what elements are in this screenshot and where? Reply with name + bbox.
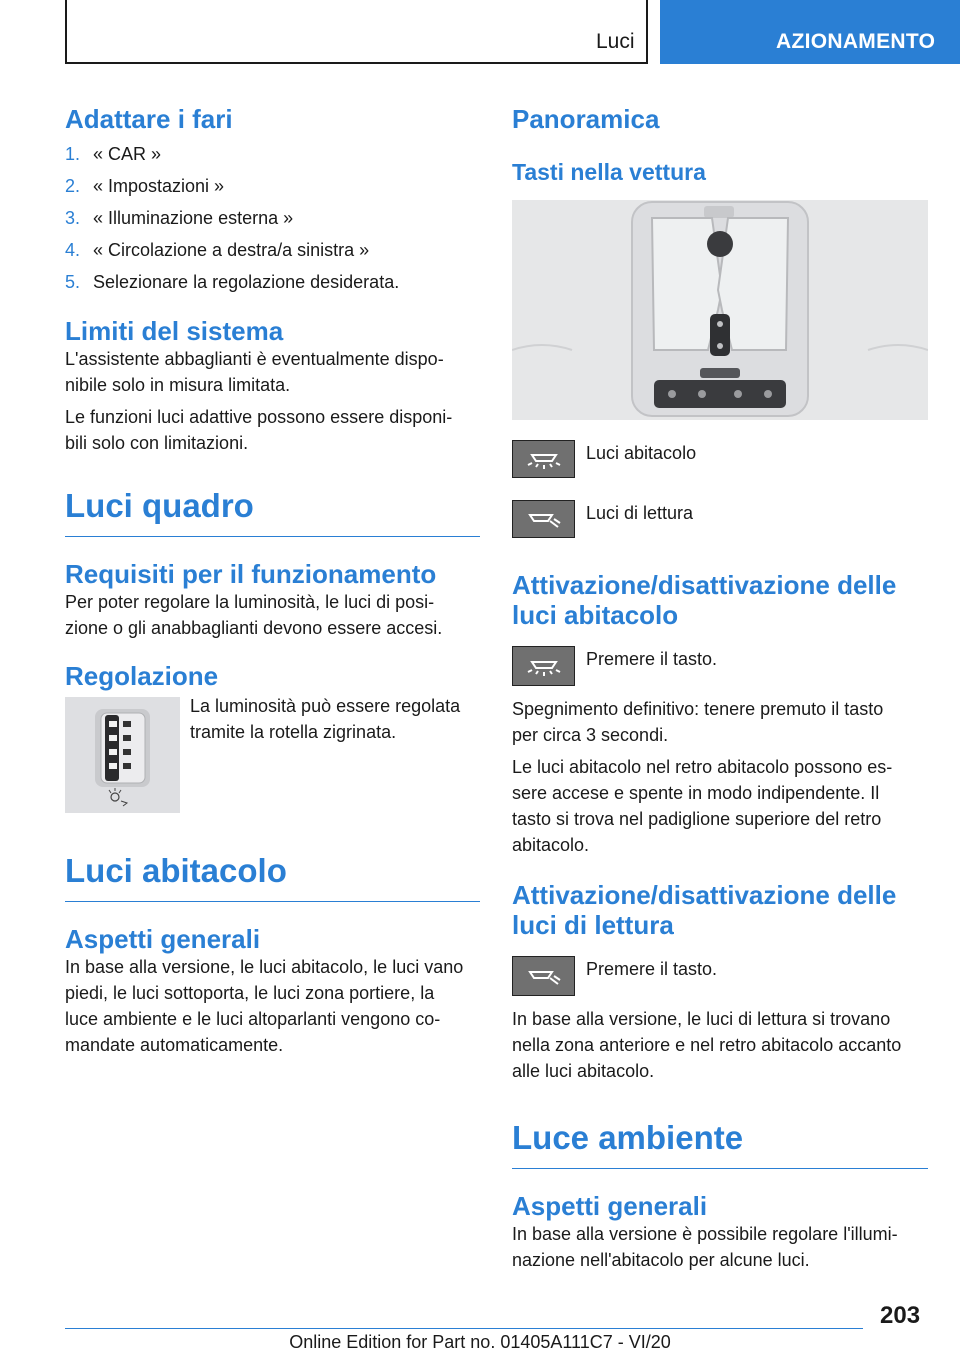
section-title-regolazione: Regolazione bbox=[65, 661, 219, 691]
right-column bbox=[512, 100, 928, 1273]
key-label: Luci di lettura bbox=[586, 503, 694, 523]
reading-light-icon bbox=[512, 500, 575, 538]
key-row-attiv1 bbox=[512, 646, 928, 686]
paragraph: Per poter regolare la luminosità, le luci di posi- zione o gli anabbaglianti devono essere accesi. bbox=[65, 592, 443, 638]
paragraph: Le luci abitacolo nel retro abitacolo possono es- sere accese e spente in modo indipendente. Il tasto si trova nel padiglione superiore del retro abitacolo. bbox=[512, 757, 893, 855]
list-item: 5. Selezionare la regolazione desiderata. bbox=[65, 272, 400, 292]
list-item: 2. « Impostazioni » bbox=[65, 176, 225, 196]
paragraph: In base alla versione è possibile regolare l'illumi- nazione nell'abitacolo per alcune luci. bbox=[512, 1224, 898, 1270]
paragraph: La luminosità può essere regolata tramite la rotella zigrinata. bbox=[190, 696, 461, 742]
header-section-title: Luci bbox=[596, 30, 635, 53]
chapter-title-abitacolo: Luci abitacolo bbox=[65, 851, 480, 902]
instruction: Premere il tasto. bbox=[586, 959, 718, 979]
reading-light-icon bbox=[512, 956, 575, 996]
footer-divider bbox=[65, 1328, 863, 1329]
list-item: 1. « CAR » bbox=[65, 144, 162, 164]
subsection-title-tasti: Tasti nella vettura bbox=[512, 159, 706, 185]
key-row-attiv2 bbox=[512, 956, 928, 996]
section-title-requisiti: Requisiti per il funzionamento bbox=[65, 559, 437, 589]
chapter-title-ambiente: Luce ambiente bbox=[512, 1118, 928, 1169]
left-column bbox=[65, 100, 480, 1058]
paragraph: L'assistente abbaglianti è eventualmente dispo- nibile solo in misura limitata. bbox=[65, 349, 444, 395]
paragraph: Spegnimento definitivo: tenere premuto il tasto per circa 3 secondi. bbox=[512, 699, 884, 745]
interior-light-icon bbox=[512, 440, 575, 478]
section-title-attiv-abitacolo: Attivazione/disattivazione delle luci abitacolo bbox=[512, 570, 897, 630]
list-item: 4. « Circolazione a destra/a sinistra » bbox=[65, 240, 370, 260]
key-row-interior bbox=[512, 440, 928, 478]
section-title-aspetti-ambiente: Aspetti generali bbox=[512, 1191, 708, 1221]
chapter-title-quadro: Luci quadro bbox=[65, 486, 480, 537]
interior-light-icon bbox=[512, 646, 575, 686]
header-chapter-tab: AZIONAMENTO bbox=[660, 0, 960, 64]
key-label: Luci abitacolo bbox=[586, 443, 697, 463]
dimmer-wheel-icon bbox=[65, 697, 180, 813]
section-title-aspetti: Aspetti generali bbox=[65, 924, 261, 954]
list-item: 3. « Illuminazione esterna » bbox=[65, 208, 294, 228]
paragraph: In base alla versione, le luci abitacolo, le luci vano piedi, le luci sottoporta, le luci zona portiere, la luce ambiente e le luci altoparlanti vengono co- mandate automaticamente. bbox=[65, 957, 464, 1055]
paragraph: In base alla versione, le luci di lettura si trovano nella zona anteriore e nel retro abitacolo accanto alle luci abitacolo. bbox=[512, 1009, 902, 1081]
section-title-attiv-lettura: Attivazione/disattivazione delle luci di lettura bbox=[512, 880, 897, 940]
key-row-reading bbox=[512, 500, 928, 538]
overhead-console-image bbox=[512, 200, 928, 420]
steps-list bbox=[65, 138, 480, 298]
section-title-limiti: Limiti del sistema bbox=[65, 316, 284, 346]
page-number: 203 bbox=[880, 1302, 921, 1329]
instruction: Premere il tasto. bbox=[586, 649, 718, 669]
header-frame bbox=[65, 0, 648, 64]
footer-edition: Online Edition for Part no. 01405A111C7 - VI/20 bbox=[289, 1332, 671, 1352]
paragraph: Le funzioni luci adattive possono essere disponi- bili solo con limitazioni. bbox=[65, 407, 453, 453]
section-title-adattare: Adattare i fari bbox=[65, 104, 233, 134]
section-title-panoramica: Panoramica bbox=[512, 104, 660, 134]
